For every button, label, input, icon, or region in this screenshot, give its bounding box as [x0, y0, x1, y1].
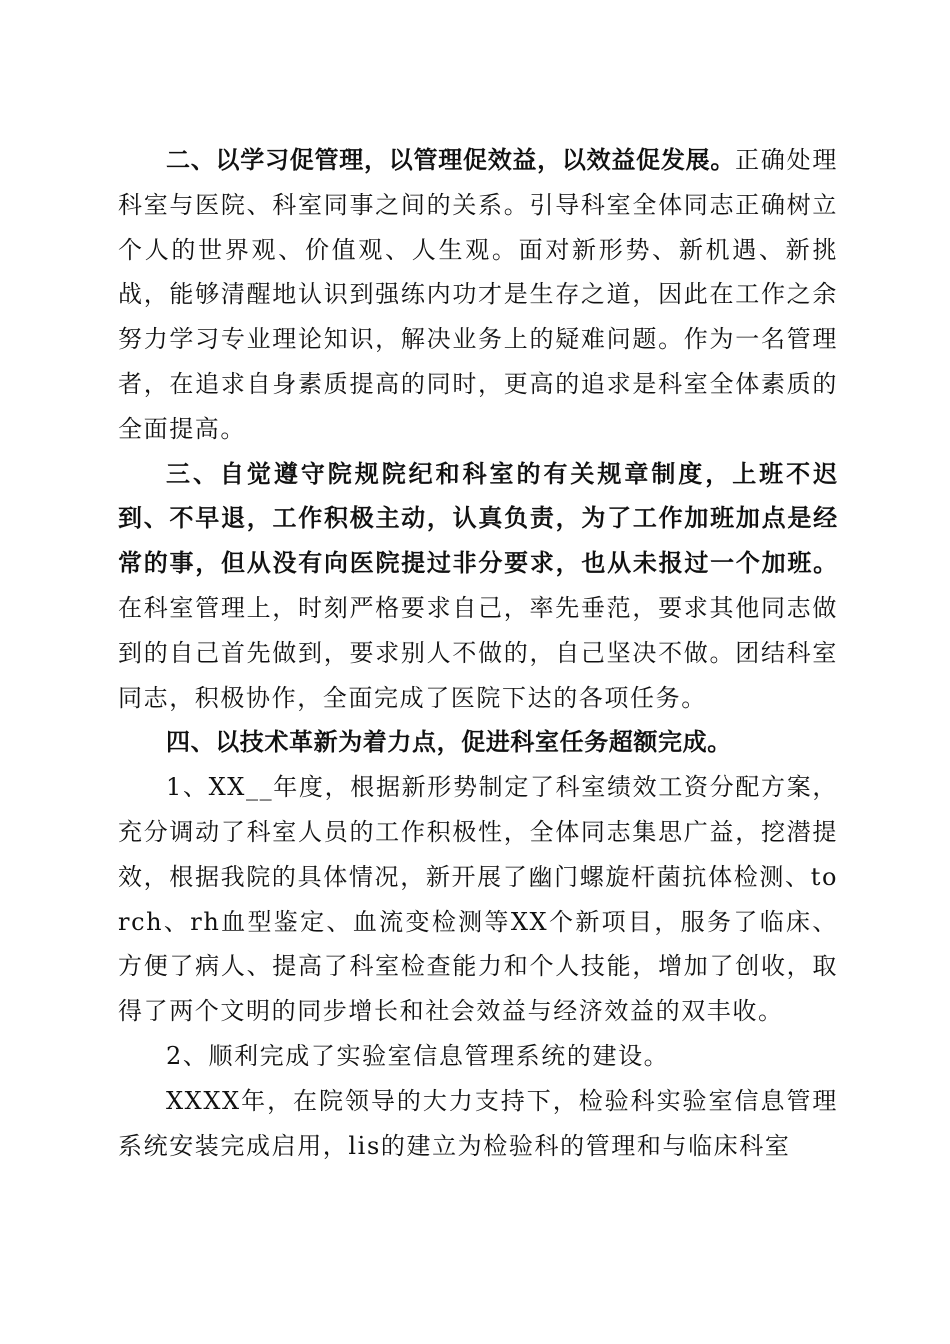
lis-body: XXXX年，在院领导的大力支持下，检验科实验室信息管理系统安装完成启用，lis的建立为检验科的管理和与临床科室 — [118, 1086, 838, 1160]
paragraph-lis — [118, 1079, 838, 1169]
paragraph-item-1 — [118, 765, 838, 1034]
section-3-body: 在科室管理上，时刻严格要求自己，率先垂范，要求其他同志做到的自己首先做到，要求别人不做的，自己坚决不做。团结科室同志，积极协作，全面完成了医院下达的各项任务。 — [118, 593, 838, 712]
section-2-heading: 二、以学习促管理，以管理促效益，以效益促发展。 — [166, 146, 736, 174]
item-2-body: 2、顺利完成了实验室信息管理系统的建设。 — [166, 1041, 670, 1070]
paragraph-item-2 — [118, 1034, 838, 1079]
paragraph-section-2 — [118, 138, 838, 452]
item-1-body: 1、XX__年度，根据新形势制定了科室绩效工资分配方案，充分调动了科室人员的工作积极性，全体同志集思广益，挖潜提效，根据我院的具体情况，新开展了幽门螺旋杆菌抗体检测、torch、rh血型鉴定、血流变检测等XX个新项目，服务了临床、方便了病人、提高了科室检查能力和个人技能，增加了创收，取得了两个文明的同步增长和社会效益与经济效益的双丰收。 — [118, 773, 838, 1026]
document-page — [118, 138, 838, 1168]
section-2-body: 正确处理科室与医院、科室同事之间的关系。引导科室全体同志正确树立个人的世界观、价值观、人生观。面对新形势、新机遇、新挑战，能够清醒地认识到强练内功才是生存之道，因此在工作之余努力学习专业理论知识，解决业务上的疑难问题。作为一名管理者，在追求自身素质提高的同时，更高的追求是科室全体素质的全面提高。 — [118, 146, 838, 443]
section-4-heading: 四、以技术革新为着力点，促进科室任务超额完成。 — [166, 728, 732, 757]
section-3-heading: 三、自觉遵守院规院纪和科室的有关规章制度，上班不迟到、不早退，工作积极主动，认真负责，为了工作加班加点是经常的事，但从没有向医院提过非分要求，也从未报过一个加班。 — [118, 459, 838, 578]
paragraph-section-3 — [118, 452, 838, 721]
paragraph-section-4 — [118, 720, 838, 765]
